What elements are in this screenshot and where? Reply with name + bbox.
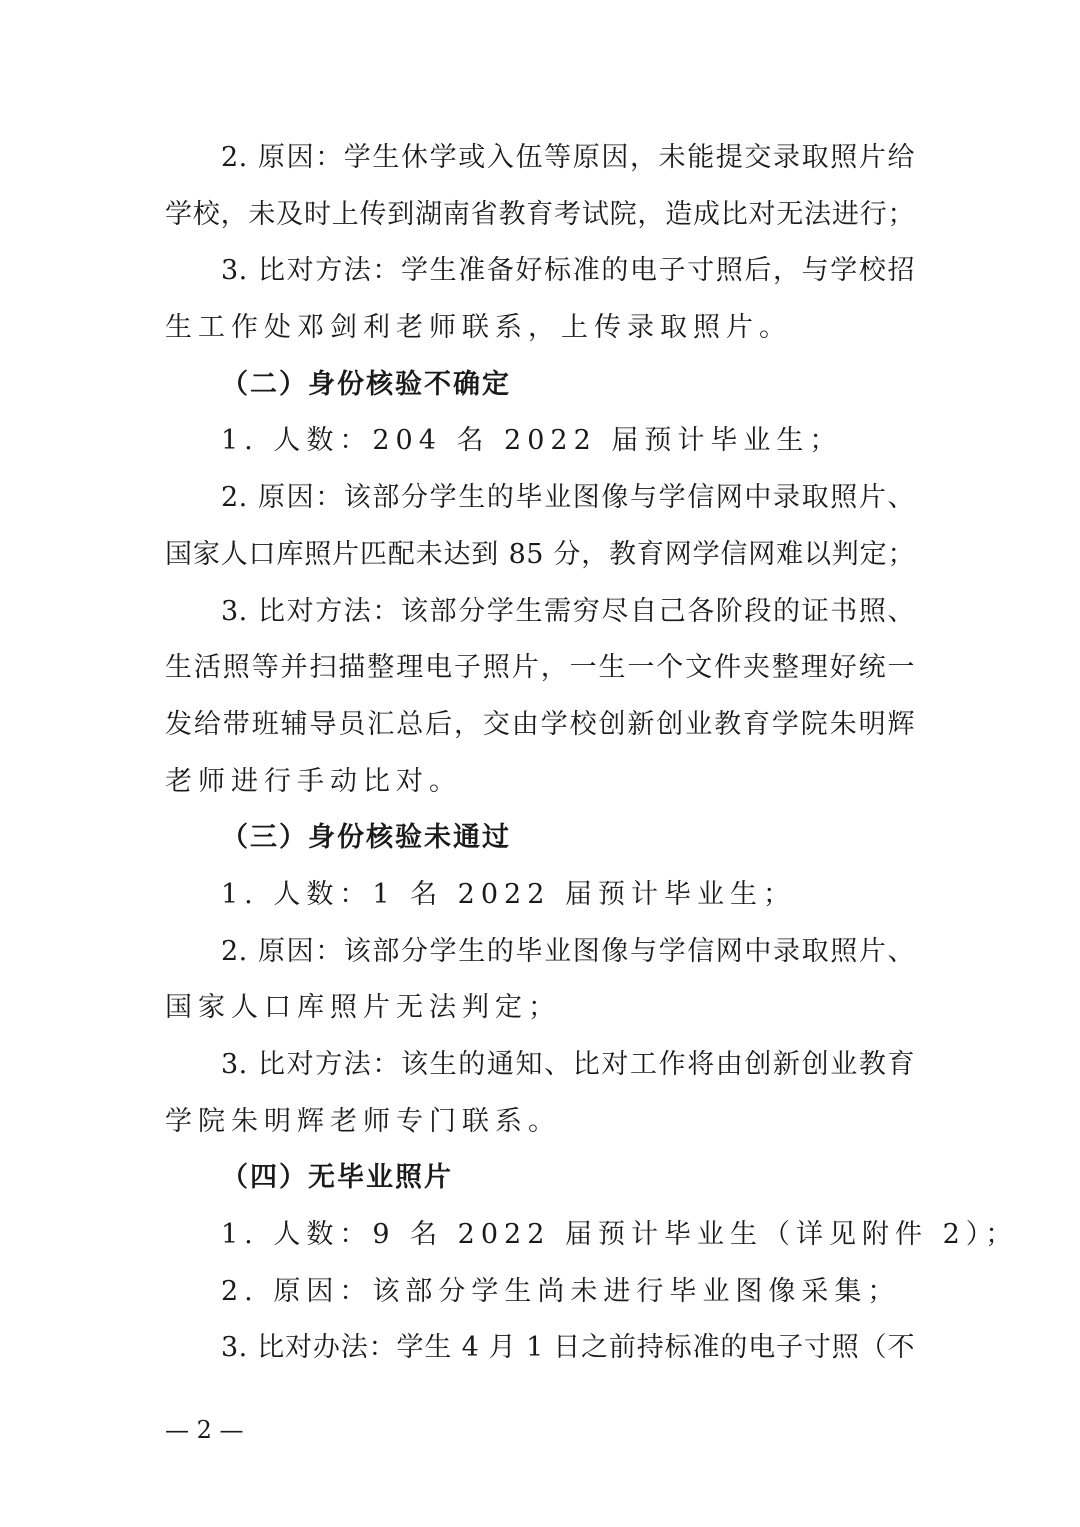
paragraph-line: 发给带班辅导员汇总后，交由学校创新创业教育学院朱明辉 bbox=[165, 708, 915, 740]
document-body bbox=[165, 130, 1019, 1377]
paragraph-line: 生活照等并扫描整理电子照片，一生一个文件夹整理好统一 bbox=[165, 652, 915, 684]
paragraph-line: 学院朱明辉老师专门联系。 bbox=[165, 1105, 561, 1137]
section-heading: （三）身份核验未通过 bbox=[221, 822, 511, 854]
section-heading: （二）身份核验不确定 bbox=[221, 368, 511, 400]
paragraph-line: 生工作处邓剑利老师联系，上传录取照片。 bbox=[165, 312, 792, 344]
section-heading: （四）无毕业照片 bbox=[221, 1162, 453, 1194]
paragraph-line: 1. 人数：9 名 2022 届预计毕业生（详见附件 2）； bbox=[221, 1219, 1019, 1251]
paragraph-line: 1. 人数：204 名 2022 届预计毕业生； bbox=[221, 425, 843, 457]
paragraph-line: 老师进行手动比对。 bbox=[165, 765, 462, 797]
paragraph-line: 3. 比对方法：该生的通知、比对工作将由创新创业教育 bbox=[221, 1049, 915, 1080]
page-number: — 2 — bbox=[165, 1416, 244, 1444]
paragraph-line: 3. 比对方法：学生准备好标准的电子寸照后，与学校招 bbox=[221, 255, 915, 287]
paragraph-line: 2. 原因：该部分学生的毕业图像与学信网中录取照片、 bbox=[221, 935, 915, 967]
paragraph-line: 1. 人数：1 名 2022 届预计毕业生； bbox=[221, 878, 796, 910]
paragraph-line: 学校，未及时上传到湖南省教育考试院，造成比对无法进行； bbox=[165, 198, 915, 230]
paragraph-line: 2. 原因：该部分学生尚未进行毕业图像采集； bbox=[221, 1275, 901, 1307]
paragraph-line: 3. 比对方法：该部分学生需穷尽自己各阶段的证书照、 bbox=[221, 595, 915, 627]
paragraph-line: 国家人口库照片匹配未达到 85 分，教育网学信网难以判定； bbox=[165, 538, 915, 570]
paragraph-line: 国家人口库照片无法判定； bbox=[165, 992, 561, 1024]
paragraph-line: 3. 比对办法：学生 4 月 1 日之前持标准的电子寸照（不 bbox=[221, 1332, 915, 1364]
paragraph-line: 2. 原因：学生休学或入伍等原因，未能提交录取照片给 bbox=[221, 142, 915, 173]
paragraph-line: 2. 原因：该部分学生的毕业图像与学信网中录取照片、 bbox=[221, 482, 915, 514]
